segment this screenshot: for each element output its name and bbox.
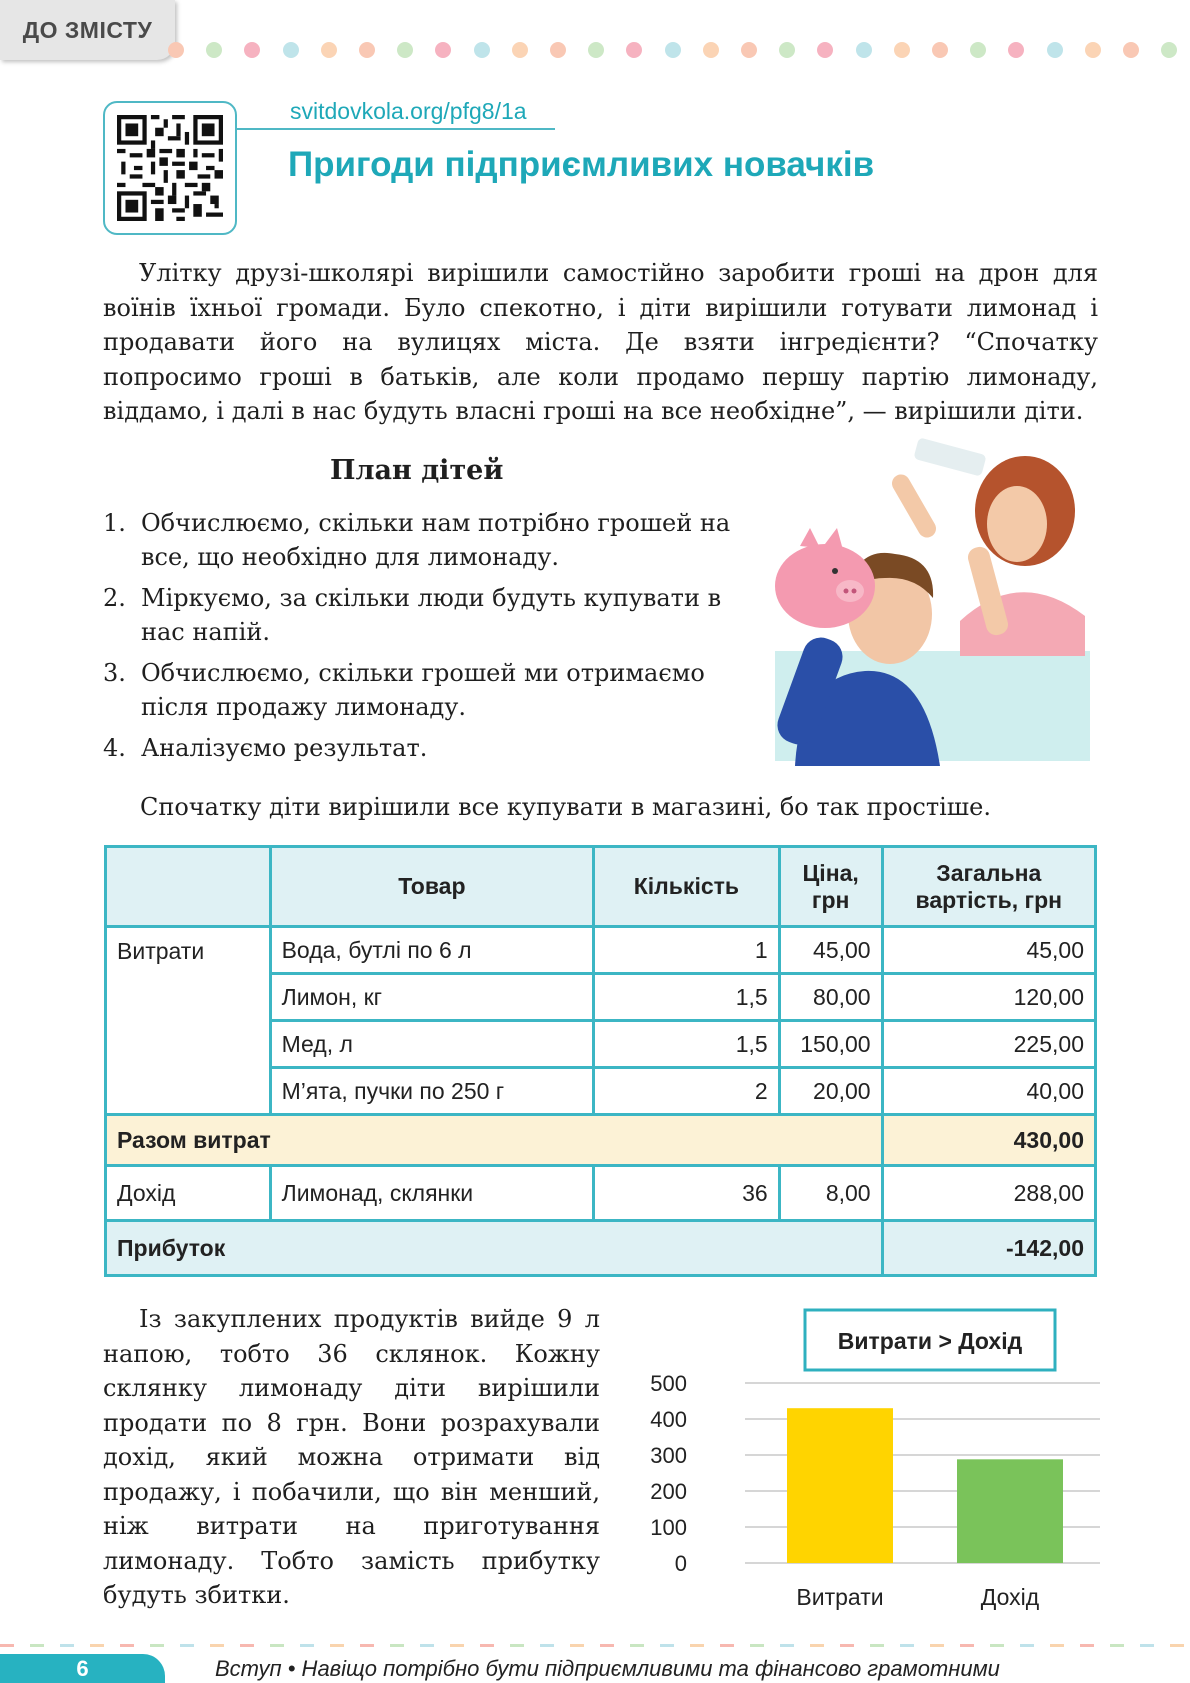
conclusion-paragraph: Із закуплених продуктів вийде 9 л напою, тобто 36 склянок. Кожну склянку лимонаду діти вирішили продати по 8 грн. Вони розрахували дохід, який можна отримати від продажу, і побачили, що він менший, ніж витрати на приготування лимонаду. Тобто замість прибутку будуть збитки. (103, 1305, 600, 1609)
footer-dash-segment (720, 1644, 734, 1647)
cell-price: 150,00 (779, 1021, 882, 1068)
cell-qty: 2 (594, 1068, 780, 1115)
income-label: Дохід (106, 1166, 271, 1221)
list-item (103, 656, 743, 724)
footer-dash-segment (630, 1644, 644, 1647)
cell-qty: 1,5 (594, 1021, 780, 1068)
chart-title-box (805, 1310, 1055, 1370)
chart-y-tick-label: 500 (650, 1371, 687, 1396)
cell-qty: 36 (594, 1166, 780, 1221)
decorative-dot (856, 42, 872, 58)
cell-total: 225,00 (882, 1021, 1095, 1068)
table-header-row (106, 847, 1096, 927)
resource-link[interactable]: svitdovkola.org/pfg8/1a (290, 98, 527, 124)
footer-dash-segment (780, 1644, 794, 1647)
decorative-dot (168, 42, 184, 58)
cell-price: 45,00 (779, 927, 882, 974)
footer-dash-segment (300, 1644, 314, 1647)
footer-dash-segment (270, 1644, 284, 1647)
decorative-dot (626, 42, 642, 58)
footer-divider (0, 1644, 1190, 1648)
footer-dash-segment (30, 1644, 44, 1647)
toc-button[interactable]: ДО ЗМІСТУ (0, 0, 175, 60)
qr-code-icon (117, 115, 223, 221)
cell-price: 8,00 (779, 1166, 882, 1221)
decorative-dot (588, 42, 604, 58)
footer-dash-segment (990, 1644, 1004, 1647)
decorative-dot (321, 42, 337, 58)
cell-price: 80,00 (779, 974, 882, 1021)
footer-dash-segment (870, 1644, 884, 1647)
table-header-total: Загальна вартість, грн (882, 847, 1095, 927)
footer-dash-segment (180, 1644, 194, 1647)
profit-value: -142,00 (882, 1221, 1095, 1276)
footer-dash-segment (750, 1644, 764, 1647)
cell-product: Мед, л (270, 1021, 594, 1068)
cell-product: Лимон, кг (270, 974, 594, 1021)
chart-x-label: Витрати (796, 1584, 884, 1610)
chart-y-tick-label: 400 (650, 1407, 687, 1432)
decorative-dot (435, 42, 451, 58)
table-header-qty: Кількість (594, 847, 780, 927)
cell-product: Вода, бутлі по 6 л (270, 927, 594, 974)
total-label: Разом витрат (106, 1115, 883, 1166)
cell-total: 288,00 (882, 1166, 1095, 1221)
decorative-dot (397, 42, 413, 58)
qr-code (103, 101, 237, 235)
expense-table (104, 845, 1097, 1277)
footer-dash-segment (660, 1644, 674, 1647)
footer-dash-segment (360, 1644, 374, 1647)
decorative-dot (1085, 42, 1101, 58)
chart-x-labels (796, 1584, 1039, 1610)
footer-dash-segment (510, 1644, 524, 1647)
table-income-row (106, 1166, 1096, 1221)
lead-paragraph: Спочатку діти вирішили все купувати в магазині, бо так простіше. (140, 793, 991, 821)
decorative-dot (665, 42, 681, 58)
footer-dash-segment (210, 1644, 224, 1647)
footer-dash-segment (150, 1644, 164, 1647)
footer-dash-segment (1110, 1644, 1124, 1647)
chart-y-tick-label: 200 (650, 1479, 687, 1504)
decorative-dot (741, 42, 757, 58)
footer-dash-segment (810, 1644, 824, 1647)
footer-dash-segment (330, 1644, 344, 1647)
cell-price: 20,00 (779, 1068, 882, 1115)
footer-dash-segment (900, 1644, 914, 1647)
list-item-number: 4. (103, 734, 126, 762)
footer-dash-segment (1140, 1644, 1154, 1647)
decorative-dot (932, 42, 948, 58)
decorative-dot (1047, 42, 1063, 58)
list-item-text: Аналізуємо результат. (141, 734, 428, 762)
decorative-dot (970, 42, 986, 58)
decorative-dot (206, 42, 222, 58)
list-item-text: Обчислюємо, скільки нам потрібно грошей на все, що необхідно для лимонаду. (141, 509, 731, 571)
list-item-number: 2. (103, 584, 126, 612)
footer-dash-segment (90, 1644, 104, 1647)
footer-dash-segment (1050, 1644, 1064, 1647)
list-item (103, 581, 743, 649)
table-header-empty (106, 847, 271, 927)
chart-title: Витрати > Дохід (837, 1328, 1023, 1354)
footer-dash-segment (120, 1644, 134, 1647)
footer-dash-segment (60, 1644, 74, 1647)
footer-dash-segment (1020, 1644, 1034, 1647)
list-item-text: Обчислюємо, скільки грошей ми отримаємо після продажу лимонаду. (141, 659, 705, 721)
footer-caption: Вступ • Навіщо потрібно бути підприємливими та фінансово грамотними (215, 1656, 1000, 1681)
decorative-dot (1008, 42, 1024, 58)
list-item-number: 3. (103, 659, 126, 687)
cell-product: М’ята, пучки по 250 г (270, 1068, 594, 1115)
cell-product: Лимонад, склянки (270, 1166, 594, 1221)
chart-y-ticks (650, 1371, 687, 1576)
page-number: 6 (0, 1654, 165, 1683)
chart-x-label: Дохід (980, 1584, 1040, 1610)
footer-dash-segment (0, 1644, 14, 1647)
footer-dash-segment (960, 1644, 974, 1647)
decorative-dot (474, 42, 490, 58)
cell-total: 120,00 (882, 974, 1095, 1021)
footer-dash-segment (420, 1644, 434, 1647)
total-value: 430,00 (882, 1115, 1095, 1166)
cell-qty: 1,5 (594, 974, 780, 1021)
expenses-label: Витрати (106, 927, 271, 1115)
footer-dash-segment (450, 1644, 464, 1647)
footer-dash-segment (930, 1644, 944, 1647)
table-row (106, 927, 1096, 974)
table-total-row (106, 1115, 1096, 1166)
decorative-dot (550, 42, 566, 58)
decorative-dot (244, 42, 260, 58)
chart-y-tick-label: 0 (674, 1551, 687, 1576)
footer-dash-segment (690, 1644, 704, 1647)
page-title: Пригоди підприємливих новачків (288, 145, 875, 184)
footer-dash-segment (480, 1644, 494, 1647)
profit-label: Прибуток (106, 1221, 883, 1276)
list-item (103, 731, 743, 765)
footer-dash-segment (390, 1644, 404, 1647)
plan-list (103, 506, 743, 772)
chart-bar (787, 1408, 893, 1563)
cell-total: 45,00 (882, 927, 1095, 974)
decorative-dot (1123, 42, 1139, 58)
chart-bar (957, 1459, 1063, 1563)
list-item (103, 506, 743, 574)
decorative-dot (283, 42, 299, 58)
chart-y-tick-label: 100 (650, 1515, 687, 1540)
footer-dash-segment (1170, 1644, 1184, 1647)
footer-dash-segment (600, 1644, 614, 1647)
footer-dash-segment (840, 1644, 854, 1647)
footer-dash-segment (570, 1644, 584, 1647)
footer-dash-segment (540, 1644, 554, 1647)
cell-total: 40,00 (882, 1068, 1095, 1115)
table-header-product: Товар (270, 847, 594, 927)
decorative-dot (1161, 42, 1177, 58)
expense-income-chart (650, 1305, 1100, 1625)
footer-dash-segment (240, 1644, 254, 1647)
chart-bars (787, 1408, 1063, 1563)
table-header-price: Ціна, грн (779, 847, 882, 927)
decorative-dot (894, 42, 910, 58)
table-profit-row (106, 1221, 1096, 1276)
chart-y-tick-label: 300 (650, 1443, 687, 1468)
decorative-dot (359, 42, 375, 58)
qr-link-underline (237, 128, 555, 130)
decorative-dot (703, 42, 719, 58)
footer-dash-segment (1080, 1644, 1094, 1647)
decorative-dot (779, 42, 795, 58)
decorative-dot (817, 42, 833, 58)
kids-piggy-bank-photo (755, 446, 1095, 766)
plan-title: План дітей (330, 455, 504, 486)
decorative-dots (168, 42, 1190, 58)
cell-qty: 1 (594, 927, 780, 974)
list-item-text: Міркуємо, за скільки люди будуть купувати в нас напій. (141, 584, 722, 646)
list-item-number: 1. (103, 509, 126, 537)
intro-paragraph: Улітку друзі-школярі вирішили самостійно заробити гроші на дрон для воїнів їхньої громади. Було спекотно, і діти вирішили готувати лимонад і продавати його на вулицях міста. Де взяти інгредієнти? “Спочатку попросимо гроші в батьків, але коли продамо першу партію лимонаду, віддамо, і далі в нас будуть власні гроші на все необхідне”, — вирішили діти. (103, 259, 1098, 425)
decorative-dot (512, 42, 528, 58)
